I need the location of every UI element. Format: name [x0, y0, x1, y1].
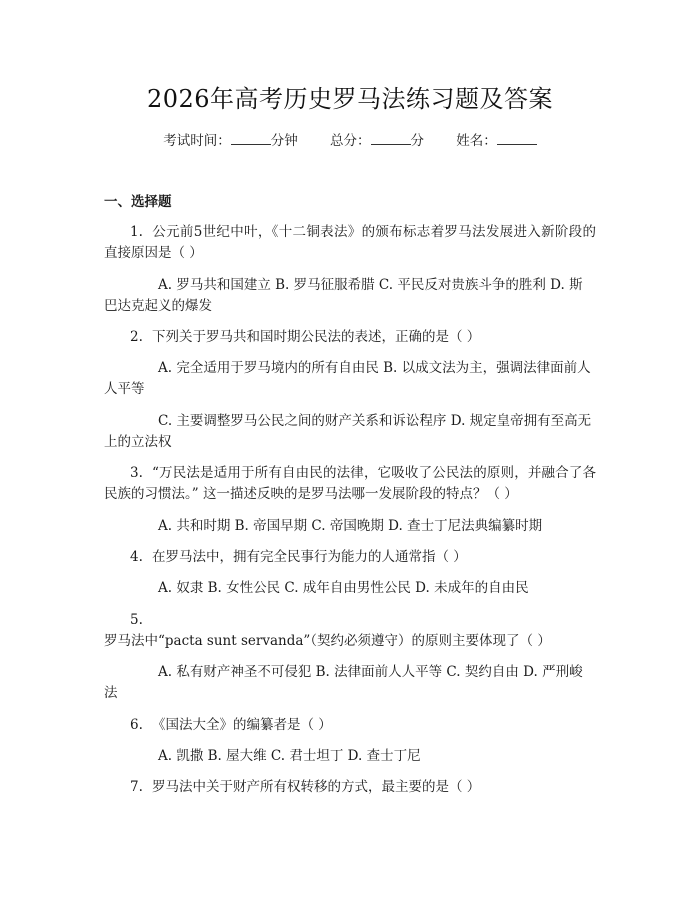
question-text: 在罗马法中，拥有完全民事行为能力的人通常指（ ） [152, 549, 467, 565]
question-4-options: A. 奴隶 B. 女性公民 C. 成年自由男性公民 D. 未成年的自由民 [158, 580, 529, 596]
question-2 [104, 327, 596, 348]
question-text: “万民法是适用于所有自由民的法律，它吸收了公民法的原则，并融合了各民族的习惯法。” 这一描述反映的是罗马法哪一发展阶段的特点？（ ） [104, 465, 596, 502]
question-6-options: A. 凯撒 B. 屋大维 C. 君士坦丁 D. 查士丁尼 [158, 748, 421, 764]
question-3 [104, 463, 596, 505]
question-text: 公元前5世纪中叶，《十二铜表法》的颁布标志着罗马法发展进入新阶段的直接原因是（ ） [104, 224, 596, 261]
question-2-options-c-d: C. 主要调整罗马公民之间的财产关系和诉讼程序 D. 规定皇帝拥有至高无上的立法权 [104, 413, 592, 450]
exam-time-blank[interactable] [231, 131, 271, 145]
question-4 [104, 547, 596, 568]
section-heading: 一、选择题 [104, 194, 172, 210]
exam-time-label: 考试时间： [163, 133, 231, 149]
question-number: 2. [130, 329, 143, 345]
total-score-unit: 分 [410, 133, 424, 149]
question-text: 罗马法中关于财产所有权转移的方式，最主要的是（ ） [152, 779, 481, 795]
question-6 [104, 715, 596, 736]
question-number: 3. [130, 465, 143, 481]
exam-info-line [0, 131, 700, 151]
question-3-options: A. 共和时期 B. 帝国早期 C. 帝国晚期 D. 查士丁尼法典编纂时期 [158, 518, 543, 534]
question-7 [104, 777, 596, 798]
question-text: 《国法大全》的编纂者是（ ） [152, 717, 332, 733]
question-number: 1. [130, 224, 143, 240]
question-5-options: A. 私有财产神圣不可侵犯 B. 法律面前人人平等 C. 契约自由 D. 严刑峻法 [104, 664, 583, 701]
question-text: 罗马法中“pacta sunt servanda”（契约必须遵守）的原则主要体现了（ ） [104, 633, 551, 649]
question-2-options-a-b: A. 完全适用于罗马境内的所有自由民 B. 以成文法为主，强调法律面前人人平等 [104, 360, 591, 397]
page-title: 2026年高考历史罗马法练习题及答案 [146, 85, 554, 113]
name-field [456, 131, 537, 151]
exam-time-unit: 分钟 [270, 133, 298, 149]
name-label: 姓名： [456, 133, 497, 149]
question-number: 7. [130, 779, 143, 795]
total-score-label: 总分： [330, 133, 371, 149]
name-blank[interactable] [497, 131, 537, 145]
question-number: 6. [130, 717, 143, 733]
question-5 [104, 610, 596, 652]
total-score-blank[interactable] [371, 131, 411, 145]
question-text: 下列关于罗马共和国时期公民法的表述，正确的是（ ） [152, 329, 481, 345]
total-score-field [330, 131, 424, 151]
question-number: 5. [130, 612, 143, 628]
exam-time-field [163, 131, 298, 151]
question-number: 4. [130, 549, 143, 565]
question-1 [104, 222, 596, 264]
question-1-options: A. 罗马共和国建立 B. 罗马征服希腊 C. 平民反对贵族斗争的胜利 D. 斯巴达克起义的爆发 [104, 277, 583, 314]
